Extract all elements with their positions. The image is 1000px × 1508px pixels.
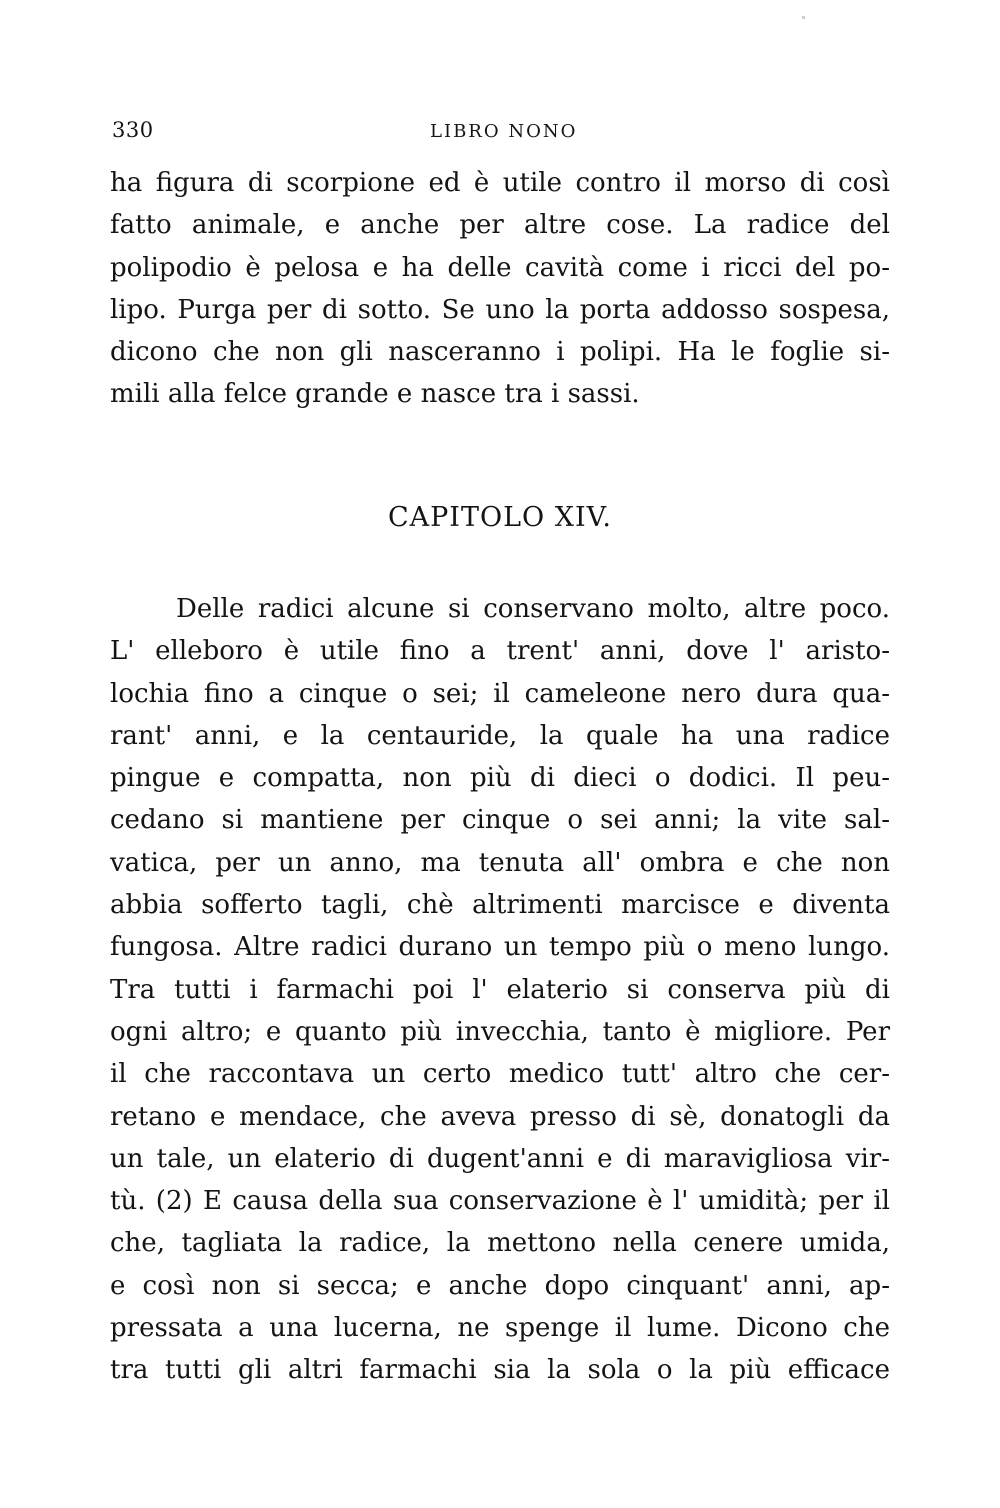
text-line: cedano si mantiene per cinque o sei anni; la vite sal- xyxy=(110,805,890,836)
text-line: abbia sofferto tagli, chè altrimenti marcisce e diventa xyxy=(110,890,890,921)
text-line: Delle radici alcune si conservano molto, altre poco. xyxy=(176,594,890,624)
text-line: fungosa. Altre radici durano un tempo più o meno lungo. xyxy=(110,932,890,963)
text-line: e così non si secca; e anche dopo cinquant' anni, ap- xyxy=(110,1270,890,1301)
text-line: dicono che non gli nasceranno i polipi. Ha le foglie si- xyxy=(110,337,890,368)
text-line: vatica, per un anno, ma tenuta all' ombra e che non xyxy=(110,847,890,878)
paragraph-continued xyxy=(110,162,890,416)
page-number: 330 xyxy=(112,118,154,142)
text-line: lochia fino a cinque o sei; il cameleone nero dura qua- xyxy=(110,678,890,709)
text-line: retano e mendace, che aveva presso di sè, donatogli da xyxy=(110,1101,890,1132)
text-line: un tale, un elaterio di dugent'anni e di maravigliosa vir- xyxy=(110,1143,890,1174)
text-line: fatto animale, e anche per altre cose. La radice del xyxy=(110,210,890,241)
text-line: L' elleboro è utile fino a trent' anni, dove l' aristo- xyxy=(110,636,890,667)
text-line: mili alla felce grande e nasce tra i sassi. xyxy=(110,379,640,410)
running-head: LIBRO NONO xyxy=(430,121,578,142)
text-line: tra tutti gli altri farmachi sia la sola o la più efficace xyxy=(110,1355,890,1386)
text-line: pingue e compatta, non più di dieci o dodici. Il peu- xyxy=(110,763,890,794)
text-line: rant' anni, e la centauride, la quale ha una radice xyxy=(110,720,890,751)
text-line: ha figura di scorpione ed è utile contro il morso di così xyxy=(110,168,890,198)
text-line: ogni altro; e quanto più invecchia, tanto è migliore. Per xyxy=(110,1016,890,1047)
scan-speck xyxy=(802,16,805,19)
text-line: il che raccontava un certo medico tutt' altro che cer- xyxy=(110,1059,890,1090)
text-line: pressata a una lucerna, ne spenge il lume. Dicono che xyxy=(110,1313,890,1344)
text-line: tù. (2) E causa della sua conservazione è l' umidità; per il xyxy=(110,1186,890,1217)
text-line: polipodio è pelosa e ha delle cavità come i ricci del po- xyxy=(110,252,890,283)
text-line: lipo. Purga per di sotto. Se uno la porta addosso sospesa, xyxy=(110,294,890,325)
chapter-heading: CAPITOLO XIV. xyxy=(387,502,613,533)
text-line: Tra tutti i farmachi poi l' elaterio si conserva più di xyxy=(110,974,890,1005)
text-line: che, tagliata la radice, la mettono nella cenere umida, xyxy=(110,1228,890,1259)
paragraph-chapter-body xyxy=(110,588,890,1392)
